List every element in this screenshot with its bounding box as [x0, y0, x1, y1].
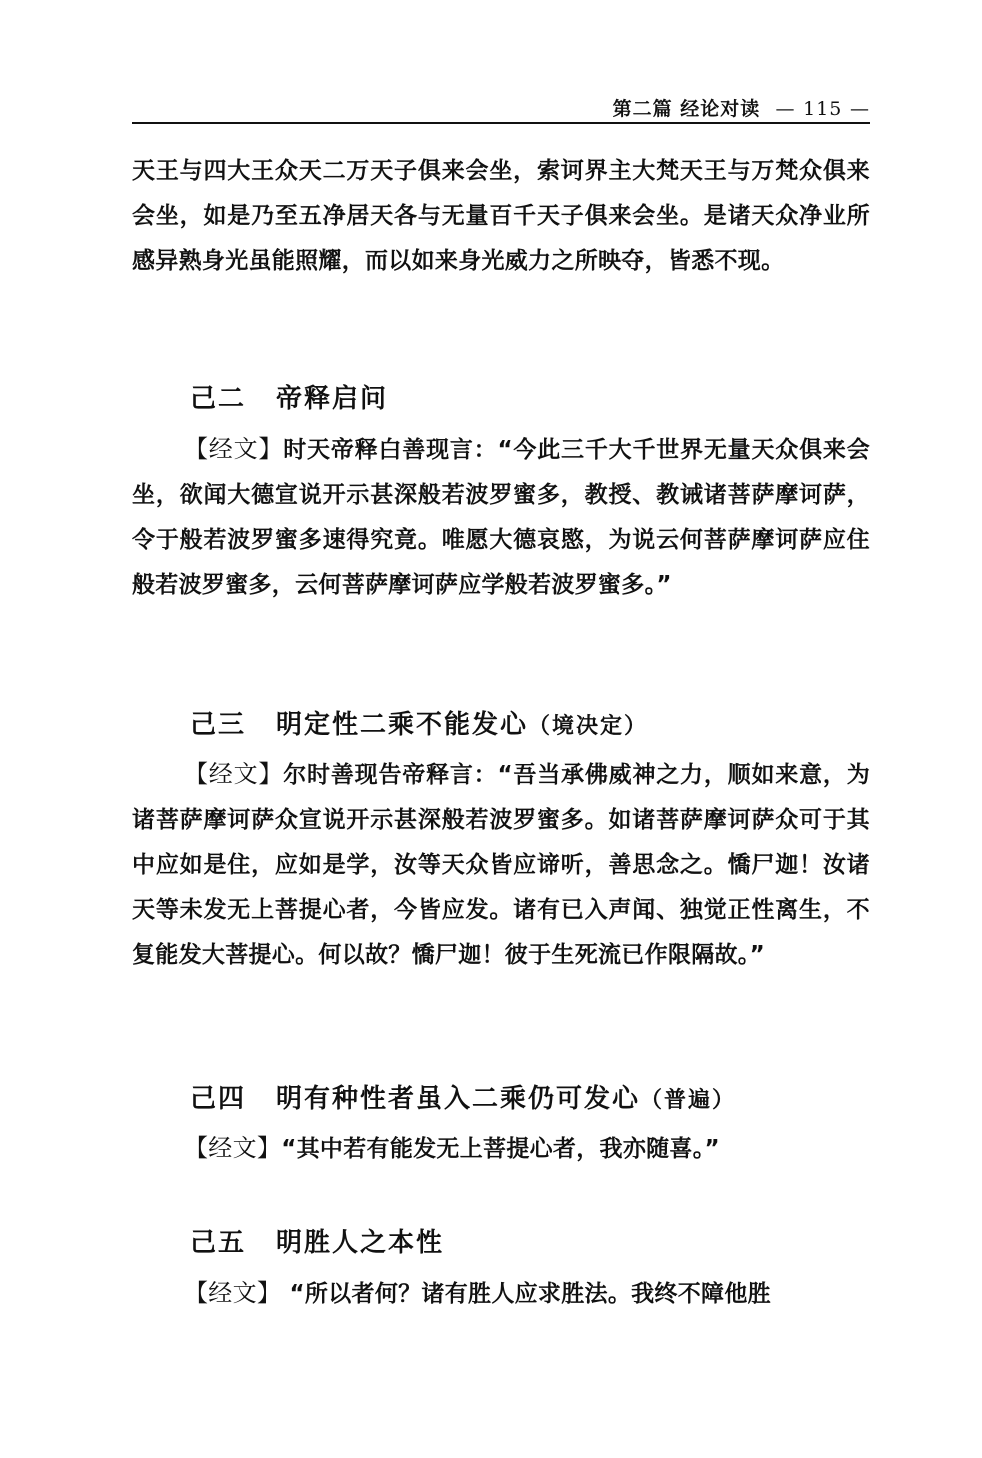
- heading-ji-wu: [190, 1222, 444, 1259]
- paragraph-5-body: “所以者何？诸有胜人应求胜法。我终不障他胜: [289, 1281, 771, 1307]
- heading-note: （普遍）: [640, 1088, 737, 1113]
- sutra-tag: 【经文】: [184, 435, 284, 463]
- header-section: 第二篇: [612, 98, 673, 120]
- paragraph-5: [132, 1271, 870, 1317]
- paragraph-4: [132, 1126, 870, 1172]
- heading-number: 己五: [190, 1228, 247, 1258]
- sutra-tag: 【经文】: [184, 760, 284, 788]
- heading-number: 己三: [190, 710, 247, 740]
- heading-ji-san: [190, 704, 648, 741]
- heading-number: 己二: [190, 384, 247, 414]
- page-number: 115: [803, 98, 843, 120]
- heading-note: （境决定）: [528, 714, 649, 739]
- sutra-tag: 【经文】: [184, 1134, 282, 1162]
- paragraph-3: [132, 752, 870, 978]
- heading-title: 明有种性者虽入二乘仍可发心: [276, 1084, 641, 1114]
- running-header: [132, 92, 870, 124]
- heading-title: 明胜人之本性: [276, 1228, 445, 1258]
- paragraph-1: 天王与四大王众天二万天子俱来会坐，索诃界主大梵天王与万梵众俱来会坐，如是乃至五净居天各与无量百千天子俱来会坐。是诸天众净业所感异熟身光虽能照耀，而以如来身光威力之所映夺，皆悉不现。: [132, 158, 870, 274]
- heading-ji-si: [190, 1078, 736, 1115]
- heading-ji-er: [190, 378, 388, 415]
- sutra-tag: 【经文】: [184, 1279, 282, 1307]
- paragraph-2: [132, 427, 870, 608]
- paragraph-2-body: 时天帝释白善现言：“今此三千大千世界无量天众俱来会坐，欲闻大德宣说开示甚深般若波罗蜜多，教授、教诫诸菩萨摩诃萨，令于般若波罗蜜多速得究竟。唯愿大德哀愍，为说云何菩萨摩诃萨应住般若波罗蜜多，云何菩萨摩诃萨应学般若波罗蜜多。”: [132, 437, 870, 598]
- header-text: 第二篇 经论对读 — 115 —: [612, 98, 870, 120]
- header-title: 经论对读: [680, 98, 761, 120]
- paragraph-4-body: “其中若有能发无上菩提心者，我亦随喜。”: [281, 1136, 720, 1162]
- heading-title: 帝释启问: [276, 384, 389, 414]
- heading-title: 明定性二乘不能发心: [276, 710, 529, 740]
- paragraph-3-body: 尔时善现告帝释言：“吾当承佛威神之力，顺如来意，为诸菩萨摩诃萨众宣说开示甚深般若波罗蜜多。如诸菩萨摩诃萨众可于其中应如是住，应如是学，汝等天众皆应谛听，善思念之。憍尸迦！汝诸天等未发无上菩提心者，今皆应发。诸有已入声闻、独觉正性离生，不复能发大菩提心。何以故？憍尸迦！彼于生死流已作限隔故。”: [132, 762, 870, 968]
- heading-number: 己四: [190, 1084, 247, 1114]
